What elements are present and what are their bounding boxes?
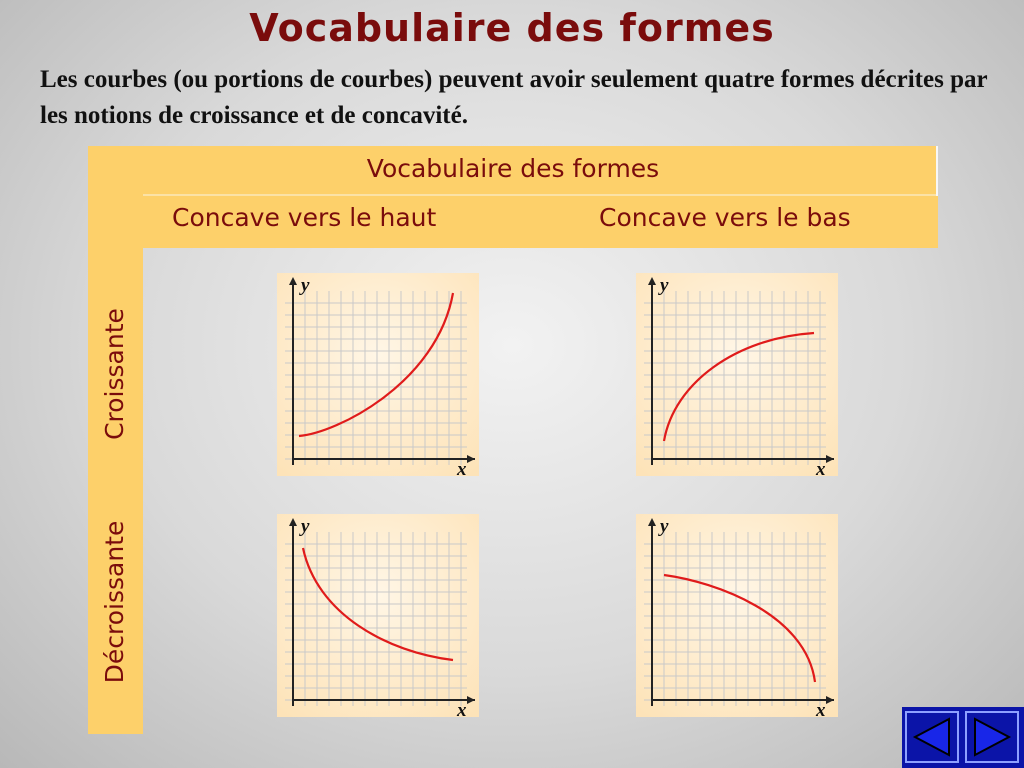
column-header-concave-up: Concave vers le haut (172, 203, 437, 232)
x-axis-label: x (816, 459, 826, 476)
y-axis-label: y (660, 275, 669, 296)
graph-increasing-concave-down (636, 273, 838, 476)
previous-button[interactable] (905, 711, 959, 763)
navigation-panel (902, 707, 1024, 768)
y-axis-label: y (301, 275, 310, 296)
graph-decreasing-concave-down (636, 514, 838, 717)
x-axis-label: x (457, 700, 467, 717)
row-header-increasing: Croissante (100, 308, 129, 440)
row-header-decreasing: Décroissante (100, 520, 129, 684)
table-title: Vocabulaire des formes (366, 154, 660, 183)
x-axis-label: x (457, 459, 467, 476)
triangle-right-icon (967, 713, 1017, 761)
y-axis-label: y (301, 516, 310, 537)
header-divider (143, 194, 938, 196)
y-axis-label: y (660, 516, 669, 537)
next-button[interactable] (965, 711, 1019, 763)
triangle-left-icon (907, 713, 957, 761)
intro-text: Les courbes (ou portions de courbes) peuvent avoir seulement quatre formes décrites par les notions de croissance et de concavité. (40, 66, 988, 129)
column-header-concave-down: Concave vers le bas (599, 203, 851, 232)
page-title: Vocabulaire des formes (249, 6, 775, 50)
graph-increasing-concave-up (277, 273, 479, 476)
x-axis-label: x (816, 700, 826, 717)
graph-decreasing-concave-up (277, 514, 479, 717)
header-edge (936, 146, 938, 196)
